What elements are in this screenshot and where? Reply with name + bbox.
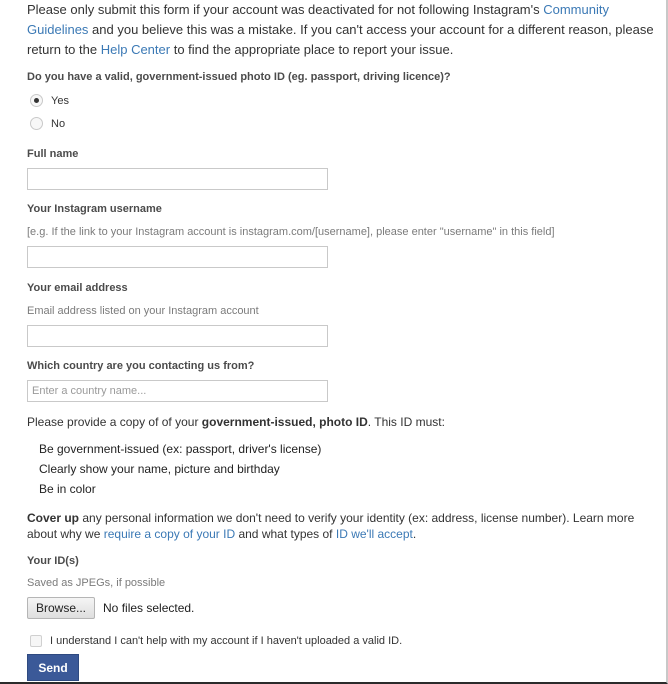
country-input[interactable] xyxy=(27,380,328,402)
username-input[interactable] xyxy=(27,246,328,268)
radio-yes-label: Yes xyxy=(51,94,69,107)
radio-button-icon[interactable] xyxy=(30,117,43,130)
require-id-link[interactable]: require a copy of your ID xyxy=(103,527,236,541)
cover-up-text-part: and what types of xyxy=(235,527,336,541)
accepted-id-link[interactable]: ID we'll accept xyxy=(335,527,413,541)
community-guidelines-link[interactable]: Community Guidelines xyxy=(27,2,609,37)
cover-up-text-part: . xyxy=(412,527,417,541)
email-input[interactable] xyxy=(27,325,328,347)
file-status-text: No files selected. xyxy=(103,601,195,615)
id-copy-bold: government-issued, photo ID xyxy=(201,415,368,429)
intro-text-part: to find the appropriate place to report your issue. xyxy=(170,42,454,57)
country-label: Which country are you contacting us from? xyxy=(27,360,255,372)
username-hint: [e.g. If the link to your Instagram account is instagram.com/[username], please enter "username" in this field] xyxy=(27,226,555,238)
help-center-link[interactable]: Help Center xyxy=(100,42,171,57)
full-name-label: Full name xyxy=(27,148,79,160)
intro-text-part: and you believe this was a mistake. If you can't access your account for a different reason, please return to the xyxy=(27,22,654,57)
radio-no-label: No xyxy=(51,117,66,130)
id-copy-text xyxy=(27,415,445,429)
list-item: Be government-issued (ex: passport, driver's license) xyxy=(39,442,322,456)
consent-checkbox-row[interactable] xyxy=(30,635,402,647)
email-label: Your email address xyxy=(27,282,128,294)
consent-checkbox[interactable] xyxy=(30,635,42,647)
list-item: Be in color xyxy=(39,482,96,496)
radio-selected-dot xyxy=(34,98,39,103)
file-upload xyxy=(27,597,194,619)
intro-text-part: Please only submit this form if your account was deactivated for not following Instagram's xyxy=(27,2,544,17)
id-requirements-list xyxy=(39,439,321,499)
radio-button-icon[interactable] xyxy=(30,94,43,107)
full-name-input[interactable] xyxy=(27,168,328,190)
your-id-label: Your ID(s) xyxy=(27,555,79,567)
your-id-hint: Saved as JPEGs, if possible xyxy=(27,577,166,589)
email-hint: Email address listed on your Instagram account xyxy=(27,305,259,317)
radio-no[interactable] xyxy=(30,117,65,130)
cover-up-text xyxy=(27,510,652,542)
browse-button[interactable]: Browse... xyxy=(27,597,95,619)
send-button[interactable]: Send xyxy=(27,654,79,681)
cover-up-text-part: any personal information we don't need to verify your identity (ex: address, license number). Learn more about why we xyxy=(27,511,635,541)
radio-yes[interactable] xyxy=(30,94,69,107)
id-copy-text-part: . This ID must: xyxy=(367,415,445,429)
id-copy-text-part: Please provide a copy of of your xyxy=(27,415,202,429)
intro-text xyxy=(27,0,663,60)
cover-up-bold: Cover up xyxy=(27,511,80,525)
list-item: Clearly show your name, picture and birthday xyxy=(39,462,280,476)
photo-id-question: Do you have a valid, government-issued photo ID (eg. passport, driving licence)? xyxy=(27,71,451,83)
consent-label: I understand I can't help with my account if I haven't uploaded a valid ID. xyxy=(50,635,403,647)
username-label: Your Instagram username xyxy=(27,203,162,215)
